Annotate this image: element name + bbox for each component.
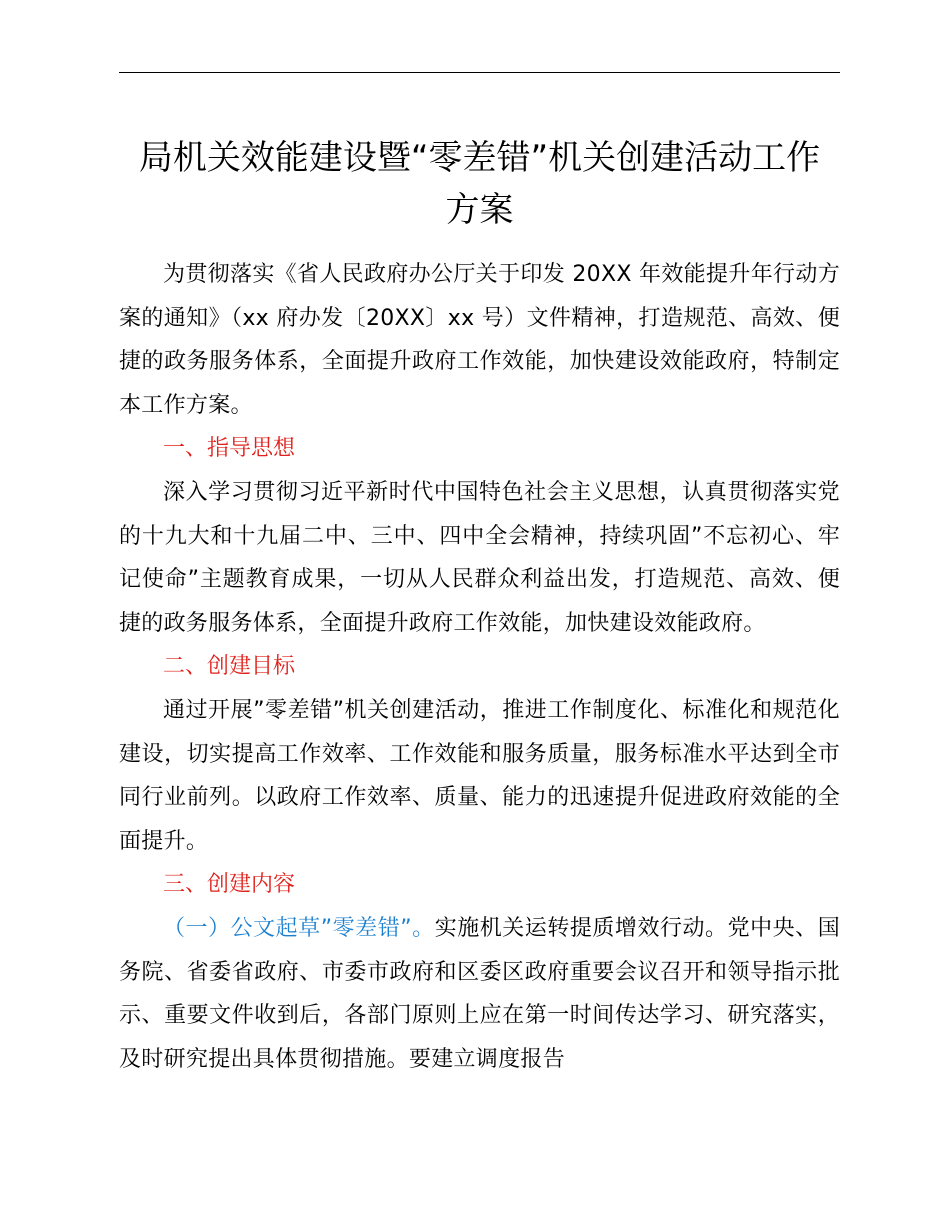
section-paragraph-guiding-ideology: 深入学习贯彻习近平新时代中国特色社会主义思想，认真贯彻落实党的十九大和十九届二中、三中、四中全会精神，持续巩固”不忘初心、牢记使命”主题教育成果，一切从人民群众利益出发，打造规范、高效、便捷的政务服务体系，全面提升政府工作效能，加快建设效能政府。 (119, 479, 840, 636)
document-body (119, 253, 840, 1081)
section-heading-content: 三、创建内容 (163, 872, 296, 898)
section-paragraph-content (119, 907, 840, 1081)
sub-heading-document-drafting: （一）公文起草”零差错”。 (163, 915, 435, 941)
header-rule (119, 72, 840, 73)
intro-paragraph: 为贯彻落实《省人民政府办公厅关于印发 20XX 年效能提升年行动方案的通知》（xx 府办发〔20XX〕xx 号）文件精神，打造规范、高效、便捷的政务服务体系，全面提升政府工作效能，加快建设效能政府，特制定本工作方案。 (119, 262, 840, 418)
section-heading-guiding-ideology: 一、指导思想 (163, 436, 296, 462)
title-line-1: 局机关效能建设暨“零差错”机关创建活动工作 (138, 138, 821, 178)
sub-paragraph-document-drafting: 实施机关运转提质增效行动。党中央、国务院、省委省政府、市委市政府和区委区政府重要会议召开和领导指示批示、重要文件收到后，各部门原则上应在第一时间传达学习、研究落实，及时研究提出具体贯彻措施。要建立调度报告 (119, 915, 840, 1072)
title-line-2: 方案 (445, 190, 514, 230)
section-heading-goals: 二、创建目标 (163, 654, 296, 680)
document-title (119, 132, 840, 236)
section-paragraph-goals: 通过开展”零差错”机关创建活动，推进工作制度化、标准化和规范化建设，切实提高工作效率、工作效能和服务质量，服务标准水平达到全市同行业前列。以政府工作效率、质量、能力的迅速提升促进政府效能的全面提升。 (119, 697, 840, 854)
